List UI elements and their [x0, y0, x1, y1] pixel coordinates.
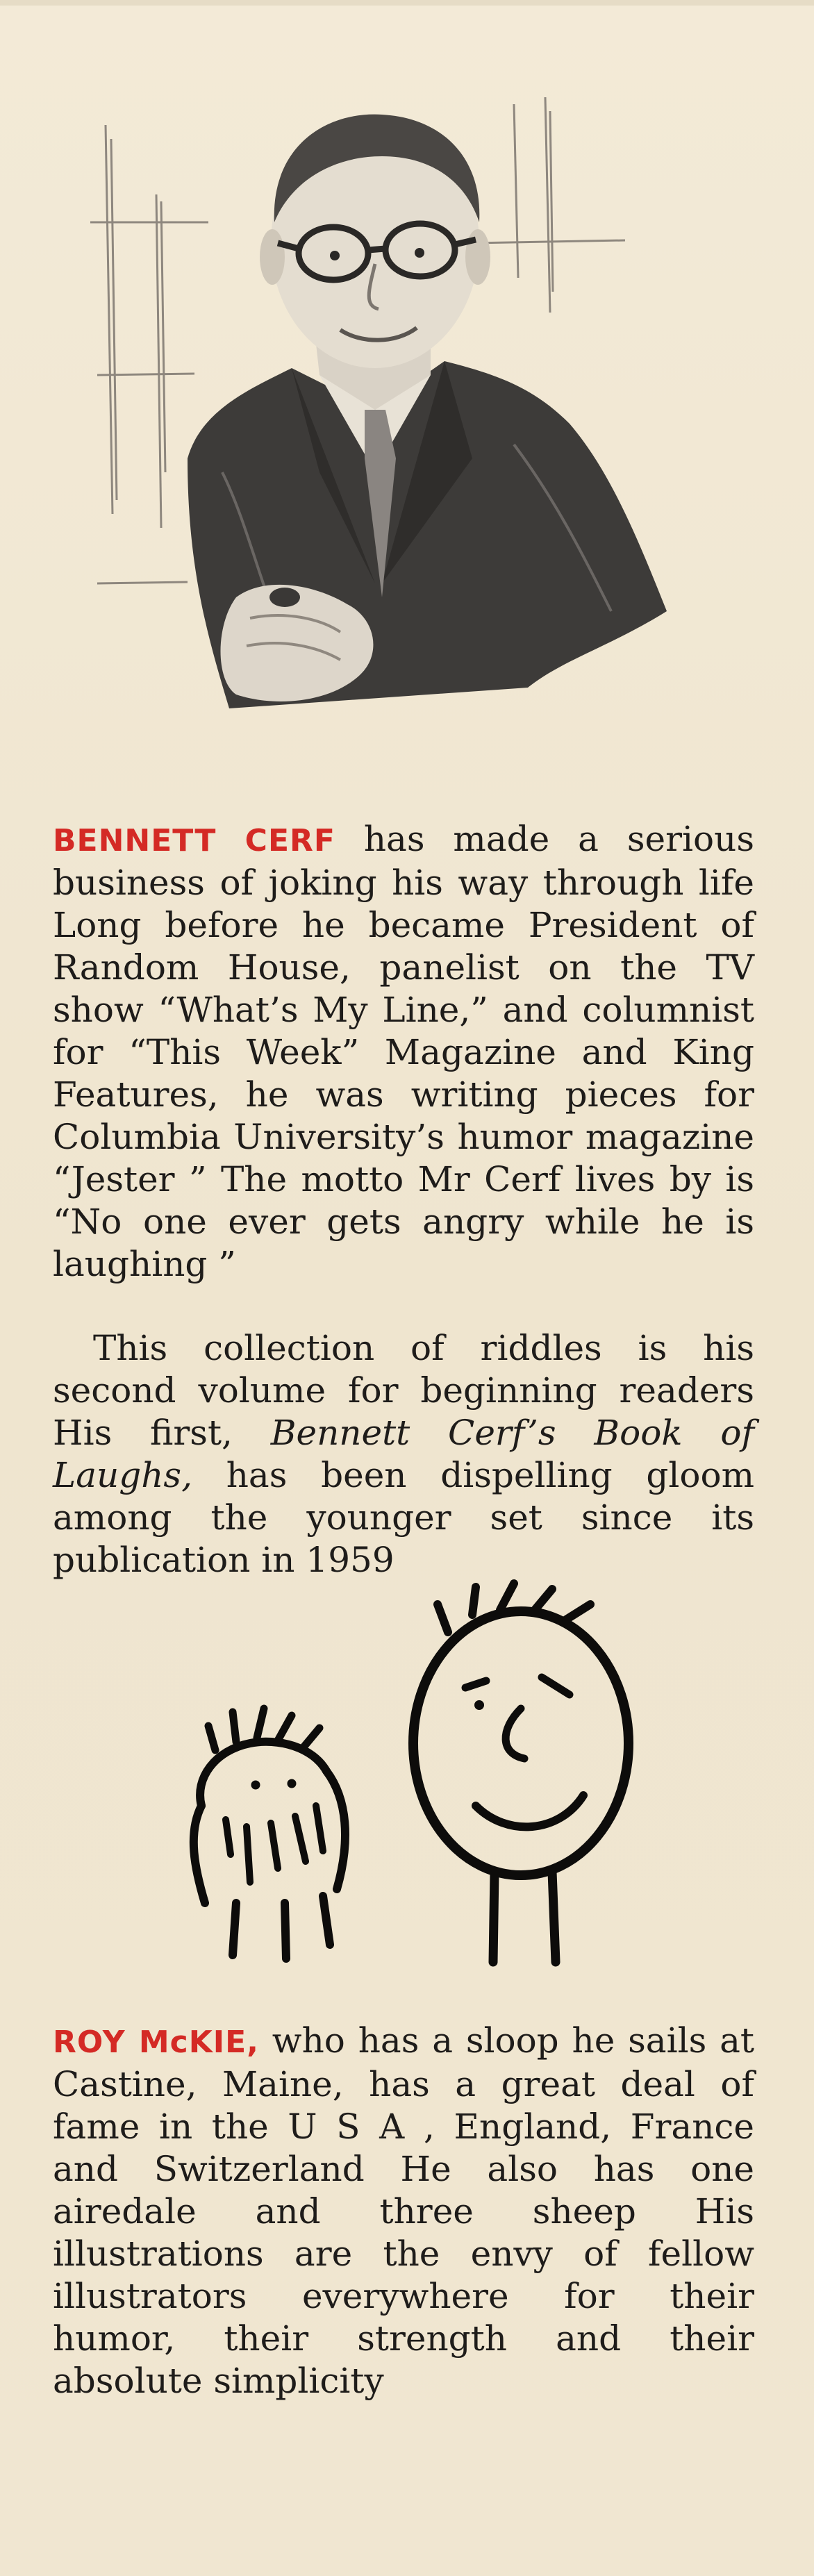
cerf-biography-text: has made a serious business of joking his way through life Long before he became President of Random House, panelist on the TV show “What’s My Line,” and columnist for “This Week” Magazine and King Features, he was writing pieces for Columbia University’s humor magazine “Jester ” The motto Mr Cerf lives by is “No one ever gets angry while he is laughing ” — [53, 819, 754, 1284]
book-title: Bennett Cerf’s Book of Laughs, — [53, 1413, 754, 1495]
mckie-biography — [53, 2020, 754, 2402]
paper-edge — [0, 0, 814, 6]
smiling-face-icon — [413, 1584, 629, 1962]
second-paragraph-end: has been dispelling gloom among the younger set since its publication in 1959 — [53, 1455, 754, 1580]
illustrator-name: ROY McKIE, — [53, 2025, 259, 2060]
second-paragraph-lead: This collection of riddles is his second volume for beginning readers His first, — [53, 1328, 754, 1453]
illustrator-cartoon — [174, 1577, 660, 1993]
cerf-biography — [53, 818, 754, 1286]
mckie-biography-text: who has a sloop he sails at Castine, Maine, has a great deal of fame in the U S A , England, France and Switzerland He also has one airedale and three sheep His illustrations are the envy of fellow illustrators everywhere for their humor, their strength and their absolute simplicity — [53, 2020, 754, 2401]
shaggy-dog-icon — [194, 1709, 345, 1959]
author-portrait-illustration — [83, 83, 681, 778]
author-name: BENNETT CERF — [53, 823, 335, 858]
cerf-biography-second-paragraph — [53, 1327, 754, 1581]
